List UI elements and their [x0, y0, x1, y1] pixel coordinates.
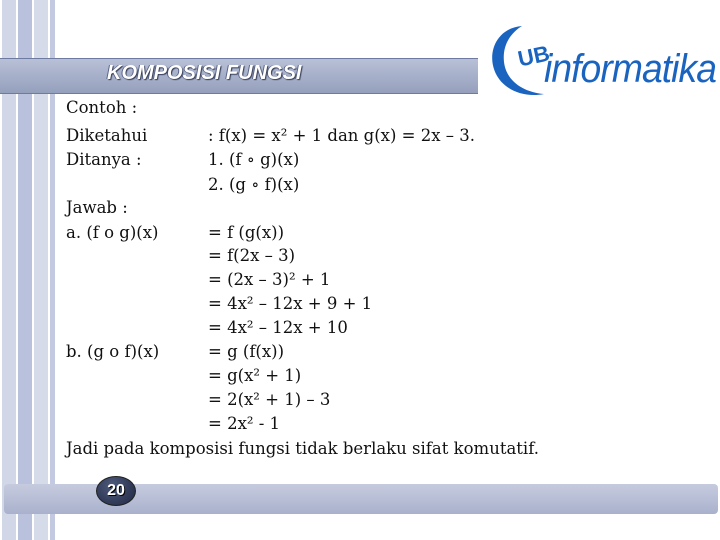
line-value: : f(x) = x² + 1 dan g(x) = 2x – 3. [208, 126, 475, 145]
line-value: = (2x – 3)² + 1 [208, 270, 331, 289]
logo-word: informatika [544, 47, 716, 91]
line-value: = 4x² – 12x + 9 + 1 [208, 294, 373, 313]
line-value: 2. (g ∘ f)(x) [208, 175, 300, 194]
line-label: b. (g o f)(x) [66, 342, 160, 361]
line-value: 1. (f ∘ g)(x) [208, 150, 300, 169]
line-value: = g(x² + 1) [208, 366, 302, 385]
line-label: Jawab : [66, 198, 128, 217]
informatika-logo [482, 18, 718, 100]
line-label: Diketahui [66, 126, 148, 145]
line-value: = 2(x² + 1) – 3 [208, 390, 331, 409]
conclusion-text: Jadi pada komposisi fungsi tidak berlaku sifat komutatif. [66, 439, 539, 458]
logo-badge: UB [515, 40, 552, 72]
line-value: = f (g(x)) [208, 223, 285, 242]
slide-title: KOMPOSISI FUNGSI [107, 62, 302, 84]
line-value: = g (f(x)) [208, 342, 285, 361]
line-label: a. (f o g)(x) [66, 223, 159, 242]
line-value: = 2x² - 1 [208, 414, 281, 433]
page-number: 20 [107, 482, 125, 499]
line-value: = f(2x – 3) [208, 246, 296, 265]
line-label: Ditanya : [66, 150, 142, 169]
line-label: Contoh : [66, 98, 138, 117]
line-value: = 4x² – 12x + 10 [208, 318, 348, 337]
page-number-badge [96, 476, 136, 506]
